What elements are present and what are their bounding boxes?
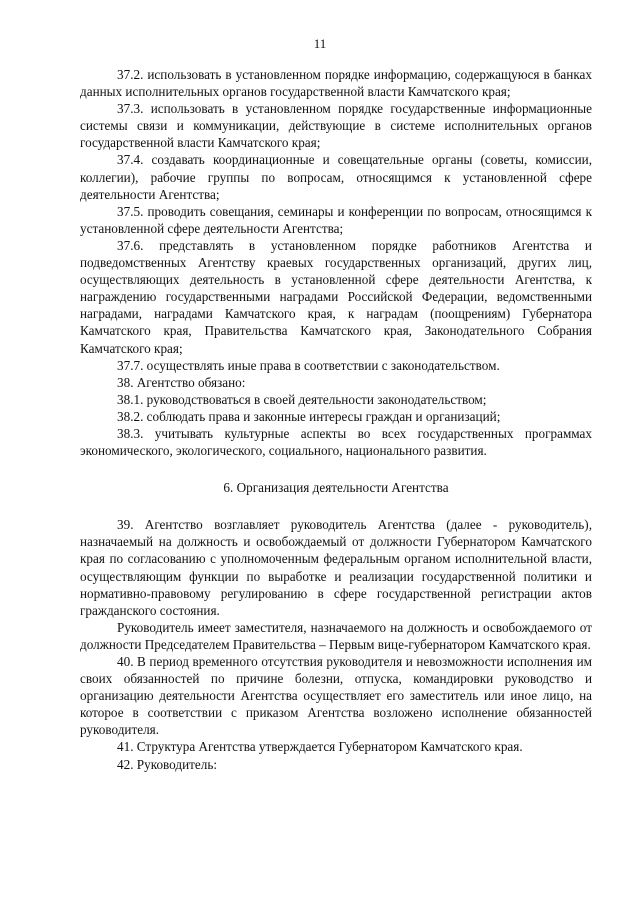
paragraph-37-3: 37.3. использовать в установленном порядке государственные информационные системы связи и коммуникации, действующие в системе исполнительных органов государственной власти Камчатского края; xyxy=(80,101,592,151)
paragraph-38: 38. Агентство обязано: xyxy=(117,374,246,390)
paragraph-deputy: Руководитель имеет заместителя, назначаемого на должность и освобождаемого от должности Председателем Правительства – Первым вице-губернатором Камчатского края. xyxy=(80,619,592,652)
paragraph-38-1: 38.1. руководствоваться в своей деятельности законодательством; xyxy=(117,391,487,407)
paragraph-37-2: 37.2. использовать в установленном порядке информацию, содержащуюся в банках данных исполнительных органов государственной власти Камчатского края; xyxy=(80,67,592,100)
paragraph-37-6: 37.6. представлять в установленном порядке работников Агентства и подведомственных Агентству краевых государственных организаций, других лиц, осуществляющих деятельность в установленной сфере деятельности Агентства, к награждению государственными наградами Российской Федерации, ведомственными наградами, наградами Камчатского края, к наградам (поощрениям) Губернатора Камчатского края, Правительства Камчатского края, Законодательного Собрания Камчатского края; xyxy=(80,237,592,356)
paragraph-37-4: 37.4. создавать координационные и совещательные органы (советы, комиссии, коллегии), рабочие группы по вопросам, относящимся к установленной сфере деятельности Агентства; xyxy=(80,152,592,202)
paragraph-42: 42. Руководитель: xyxy=(117,756,218,772)
paragraph-40: 40. В период временного отсутствия руководителя и невозможности исполнения им своих обязанностей по причине болезни, отпуска, командировки руководство и организацию деятельности Агентства осуществляет его заместитель или иное лицо, на которое в соответствии с приказом Агентства возложено исполнение обязанностей руководителя. xyxy=(80,654,592,738)
paragraph-39: 39. Агентство возглавляет руководитель Агентства (далее - руководитель), назначаемый на должность и освобождаемый от должности Губернатором Камчатского края по согласованию с уполномоченным федеральным органом исполнительной власти, осуществляющим функции по выработке и реализации государственной политики и нормативно-правовому регулированию в сфере государственной регистрации актов гражданского состояния. xyxy=(80,517,592,618)
paragraph-38-2: 38.2. соблюдать права и законные интересы граждан и организаций; xyxy=(117,408,501,424)
paragraph-37-7: 37.7. осуществлять иные права в соответствии с законодательством. xyxy=(117,357,500,373)
page-number: 11 xyxy=(313,36,327,51)
paragraph-38-3: 38.3. учитывать культурные аспекты во всех государственных программах экономического, экологического, социального, национального развития. xyxy=(80,425,592,459)
paragraph-41: 41. Структура Агентства утверждается Губернатором Камчатского края. xyxy=(117,739,523,755)
section-heading: 6. Организация деятельности Агентства xyxy=(223,480,449,496)
document-body xyxy=(80,66,592,773)
paragraph-37-5: 37.5. проводить совещания, семинары и конференции по вопросам, относящимся к установленной сфере деятельности Агентства; xyxy=(80,203,592,236)
